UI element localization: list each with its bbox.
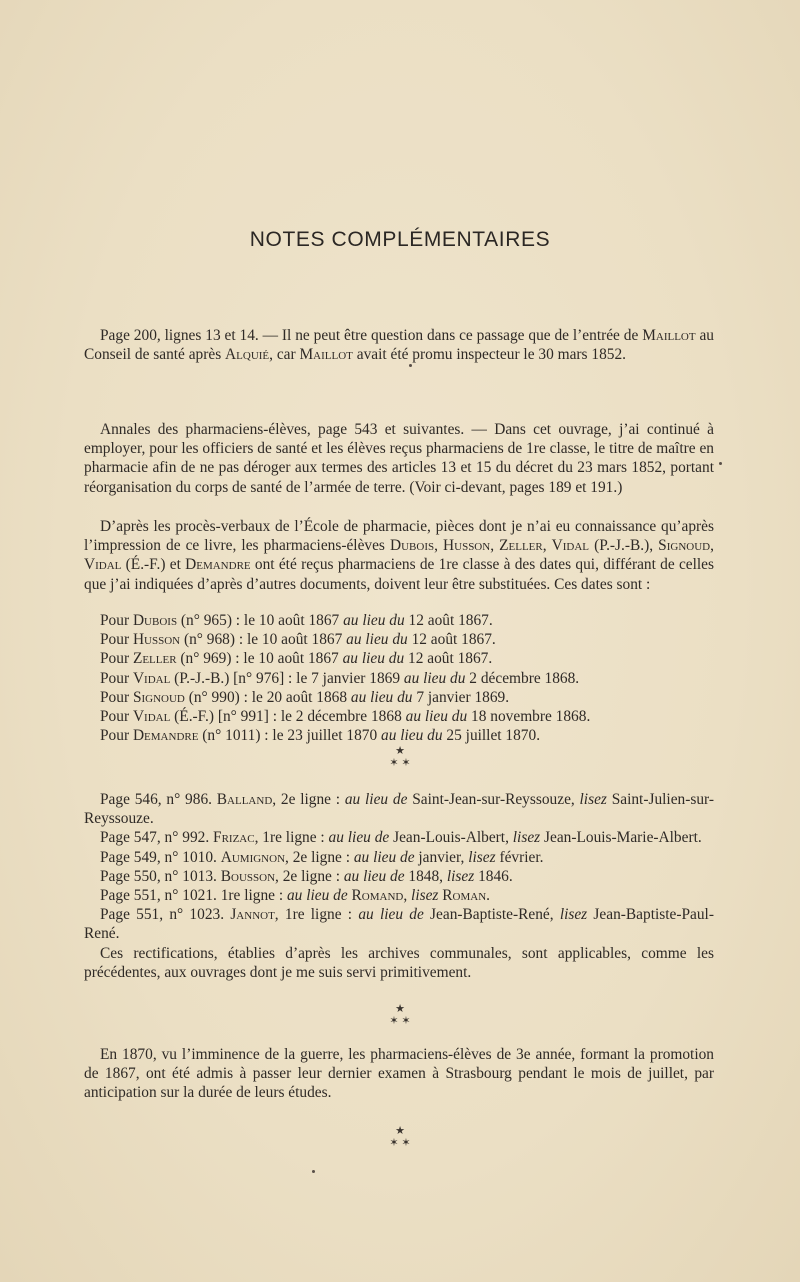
star-pair-icon: ✶ ✶ <box>389 1137 411 1149</box>
list-item: Page 546, n° 986. Balland, 2e ligne : au lieu de Saint-Jean-sur-Reyssouze, lisez Saint-Julien-sur-Reyssouze. <box>84 791 714 828</box>
star-icon: ★ <box>395 1125 405 1137</box>
asterism-divider <box>0 745 800 769</box>
list-item: Pour Vidal (P.-J.-B.) [n° 976] : le 7 janvier 1869 au lieu du 2 décembre 1868. <box>100 669 580 687</box>
star-icon: ★ <box>395 745 405 757</box>
list-item: Pour Signoud (n° 990) : le 20 août 1868 au lieu du 7 janvier 1869. <box>100 688 510 706</box>
list-item: Pour Vidal (É.-F.) [n° 991] : le 2 décembre 1868 au lieu du 18 novembre 1868. <box>100 708 591 726</box>
paragraph-annales: Annales des pharmaciens-élèves, page 543 et suivantes. — Dans cet ouvrage, j’ai continué à employer, pour les officiers de santé et les élèves reçus pharmaciens de 1re classe, le titre de maître en pharmacie afin de ne pas déroger aux termes des articles 13 et 15 du décret du 23 mars 1852, portant réorganisation du corps de santé de l’armée de terre. (Voir ci-devant, pages 189 et 191.) <box>84 421 714 496</box>
list-item: Page 549, n° 1010. Aumignon, 2e ligne : au lieu de janvier, lisez février. <box>100 848 544 866</box>
list-item: Page 551, n° 1023. Jannot, 1re ligne : au lieu de Jean-Baptiste-René, lisez Jean-Baptiste-Paul-René. <box>84 906 714 943</box>
star-pair-icon: ✶ ✶ <box>389 1015 411 1027</box>
list-item: Page 547, n° 992. Frizac, 1re ligne : au lieu de Jean-Louis-Albert, lisez Jean-Louis-Marie-Albert. <box>100 829 702 847</box>
date-corrections-list <box>84 611 714 745</box>
paragraph-1870: En 1870, vu l’imminence de la guerre, les pharmaciens-élèves de 3e année, formant la promotion de 1867, ont été admis à passer leur dernier examen à Strasbourg pendant le mois de juillet, par anticipation sur la durée de leurs études. <box>84 1046 714 1102</box>
scan-speck <box>312 1170 315 1173</box>
list-item: Page 551, n° 1021. 1re ligne : au lieu de Romand, lisez Roman. <box>100 887 490 905</box>
list-item: Page 550, n° 1013. Bousson, 2e ligne : au lieu de 1848, lisez 1846. <box>100 867 513 885</box>
paragraph-proces-verbaux: D’après les procès-verbaux de l’École de pharmacie, pièces dont je n’ai eu connaissance qu’après l’impression de ce livre, les pharmaciens-élèves Dubois, Husson, Zeller, Vidal (P.-J.-B.), Signoud, Vidal (É.-F.) et Demandre ont été reçus pharmaciens de 1re classe à des dates qui, différant de celles que j’ai indiquées d’après d’autres documents, doivent leur être substituées. Ces dates sont : <box>84 518 715 593</box>
list-item: Pour Dubois (n° 965) : le 10 août 1867 au lieu du 12 août 1867. <box>100 612 493 629</box>
scan-speck <box>719 462 722 465</box>
list-item: Pour Demandre (n° 1011) : le 23 juillet 1870 au lieu du 25 juillet 1870. <box>100 727 541 745</box>
page-title: NOTES COMPLÉMENTAIRES <box>249 228 551 251</box>
asterism-divider <box>0 1125 800 1149</box>
scan-speck <box>409 364 412 367</box>
paragraph-maillot: Page 200, lignes 13 et 14. — Il ne peut être question dans ce passage que de l’entrée de Maillot au Conseil de santé après Alquié, car Maillot avait été promu inspecteur le 30 mars 1852. <box>84 327 715 364</box>
list-item: Pour Husson (n° 968) : le 10 août 1867 au lieu du 12 août 1867. <box>100 631 496 649</box>
paragraph-rectifications: Ces rectifications, établies d’après les archives communales, sont applicables, comme les précédentes, aux ouvrages dont je me suis servi primitivement. <box>84 944 714 981</box>
errata-list <box>84 790 714 982</box>
star-pair-icon: ✶ ✶ <box>389 757 411 769</box>
star-icon: ★ <box>395 1003 405 1015</box>
asterism-divider <box>0 1003 800 1027</box>
list-item: Pour Zeller (n° 969) : le 10 août 1867 au lieu du 12 août 1867. <box>100 650 493 668</box>
